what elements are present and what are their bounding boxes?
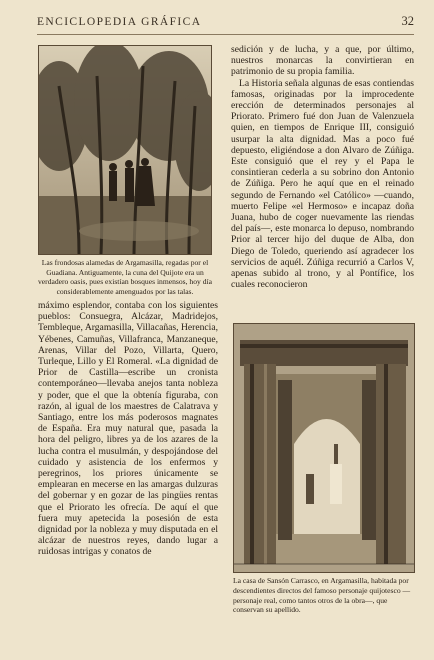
photo-casa-sanson-carrasco — [233, 323, 415, 573]
figure-caption-alamedas: Las frondosas alamedas de Argamasilla, regadas por el Guadiana. Antiguamente, la cuna del Quijote era un verdadero oasis, pues existían bosques inmensos, hoy día considerablemente amenguados por las talas. — [38, 258, 212, 296]
page-number: 32 — [401, 14, 414, 28]
photo-doorway-illustration — [234, 324, 414, 572]
publication-title: ENCICLOPEDIA GRÁFICA — [37, 16, 202, 28]
paragraph: máximo esplendor, contaba con los siguientes pueblos: Consuegra, Alcázar, Madridejos, Tembleque, Argamasilla, Villacañas, Herencia, Yébenes, Camuñas, Villafranca, Manzaneque, Arenas, Villar del Pozo, Villarta, Quero, Turleque, Lillo y El Romeral. «La dignidad de Prior de Castilla—escribe un cronista contemporáneo—llevaba anejos tanta nobleza y poder, que el que la obtenía figuraba, con razón, al igual de los maestres de Calatrava y Santiago, entre los más poderosos magnates de España. Era muy natural que, pasada la hora del peligro, libres ya de los azares de la lucha contra el musulmán, y despojándose del cuidado y asistencia de los enfermos y peregrinos, los priores únicamente se emplearan en mecerse en las amargas dulzuras del gobernar y en gozar de las pingües rentas que el Priorato les ofrecía. De aquí el que fuera muy apetecida la posesión de esta dignidad por la nobleza y muy disputada en el alcázar de nuestros reyes, dando lugar a ruidosas intrigas y conatos de — [38, 300, 218, 558]
running-header — [37, 14, 414, 35]
paragraph: La Historia señala algunas de esas contiendas famosas, originadas por la improcedente erección de determinados personajes al Priorato. Primero fué don Juan de Valenzuela quien, en tiempos de Enrique III, consiguió usurpar la alta dignidad. Mas a poco fué depuesto, eligiéndose a don Alvaro de Zúñiga. Este consiguió que el rey y el Papa le consintieran cederla a su sobrino don Antonio de Zúñiga. Pero he aquí que en el reinado segundo de Fernando «el Católico» —cuando, muerto Felipe «el Hermoso» e incapaz doña Juana, hubo de coger nuevamente las riendas del país—, este monarca lo depuso, nombrando Prior al tercer hijo del duque de Alba, don Diego de Toledo, queriendo así agradecer los servicios de aquél. Zúñiga recurrió a Carlos V, apenas subido al trono, y al Pontífice, los cuales reconocieron — [231, 77, 414, 291]
text-column-left-bottom — [38, 300, 218, 558]
text-column-right-top — [231, 44, 414, 290]
figure-caption-casa-sanson: La casa de Sansón Carrasco, en Argamasilla, habitada por descendientes directos del famoso personaje quijotesco —personaje real, como tantos otros de la obra—, que conservan su apellido. — [233, 576, 411, 615]
photo-alamedas — [38, 45, 212, 255]
photo-alamedas-illustration — [39, 46, 211, 254]
paragraph: sedición y de lucha, y a que, por último, nuestros monarcas la convirtieran en patrimonio de su propia familia. — [231, 44, 414, 78]
